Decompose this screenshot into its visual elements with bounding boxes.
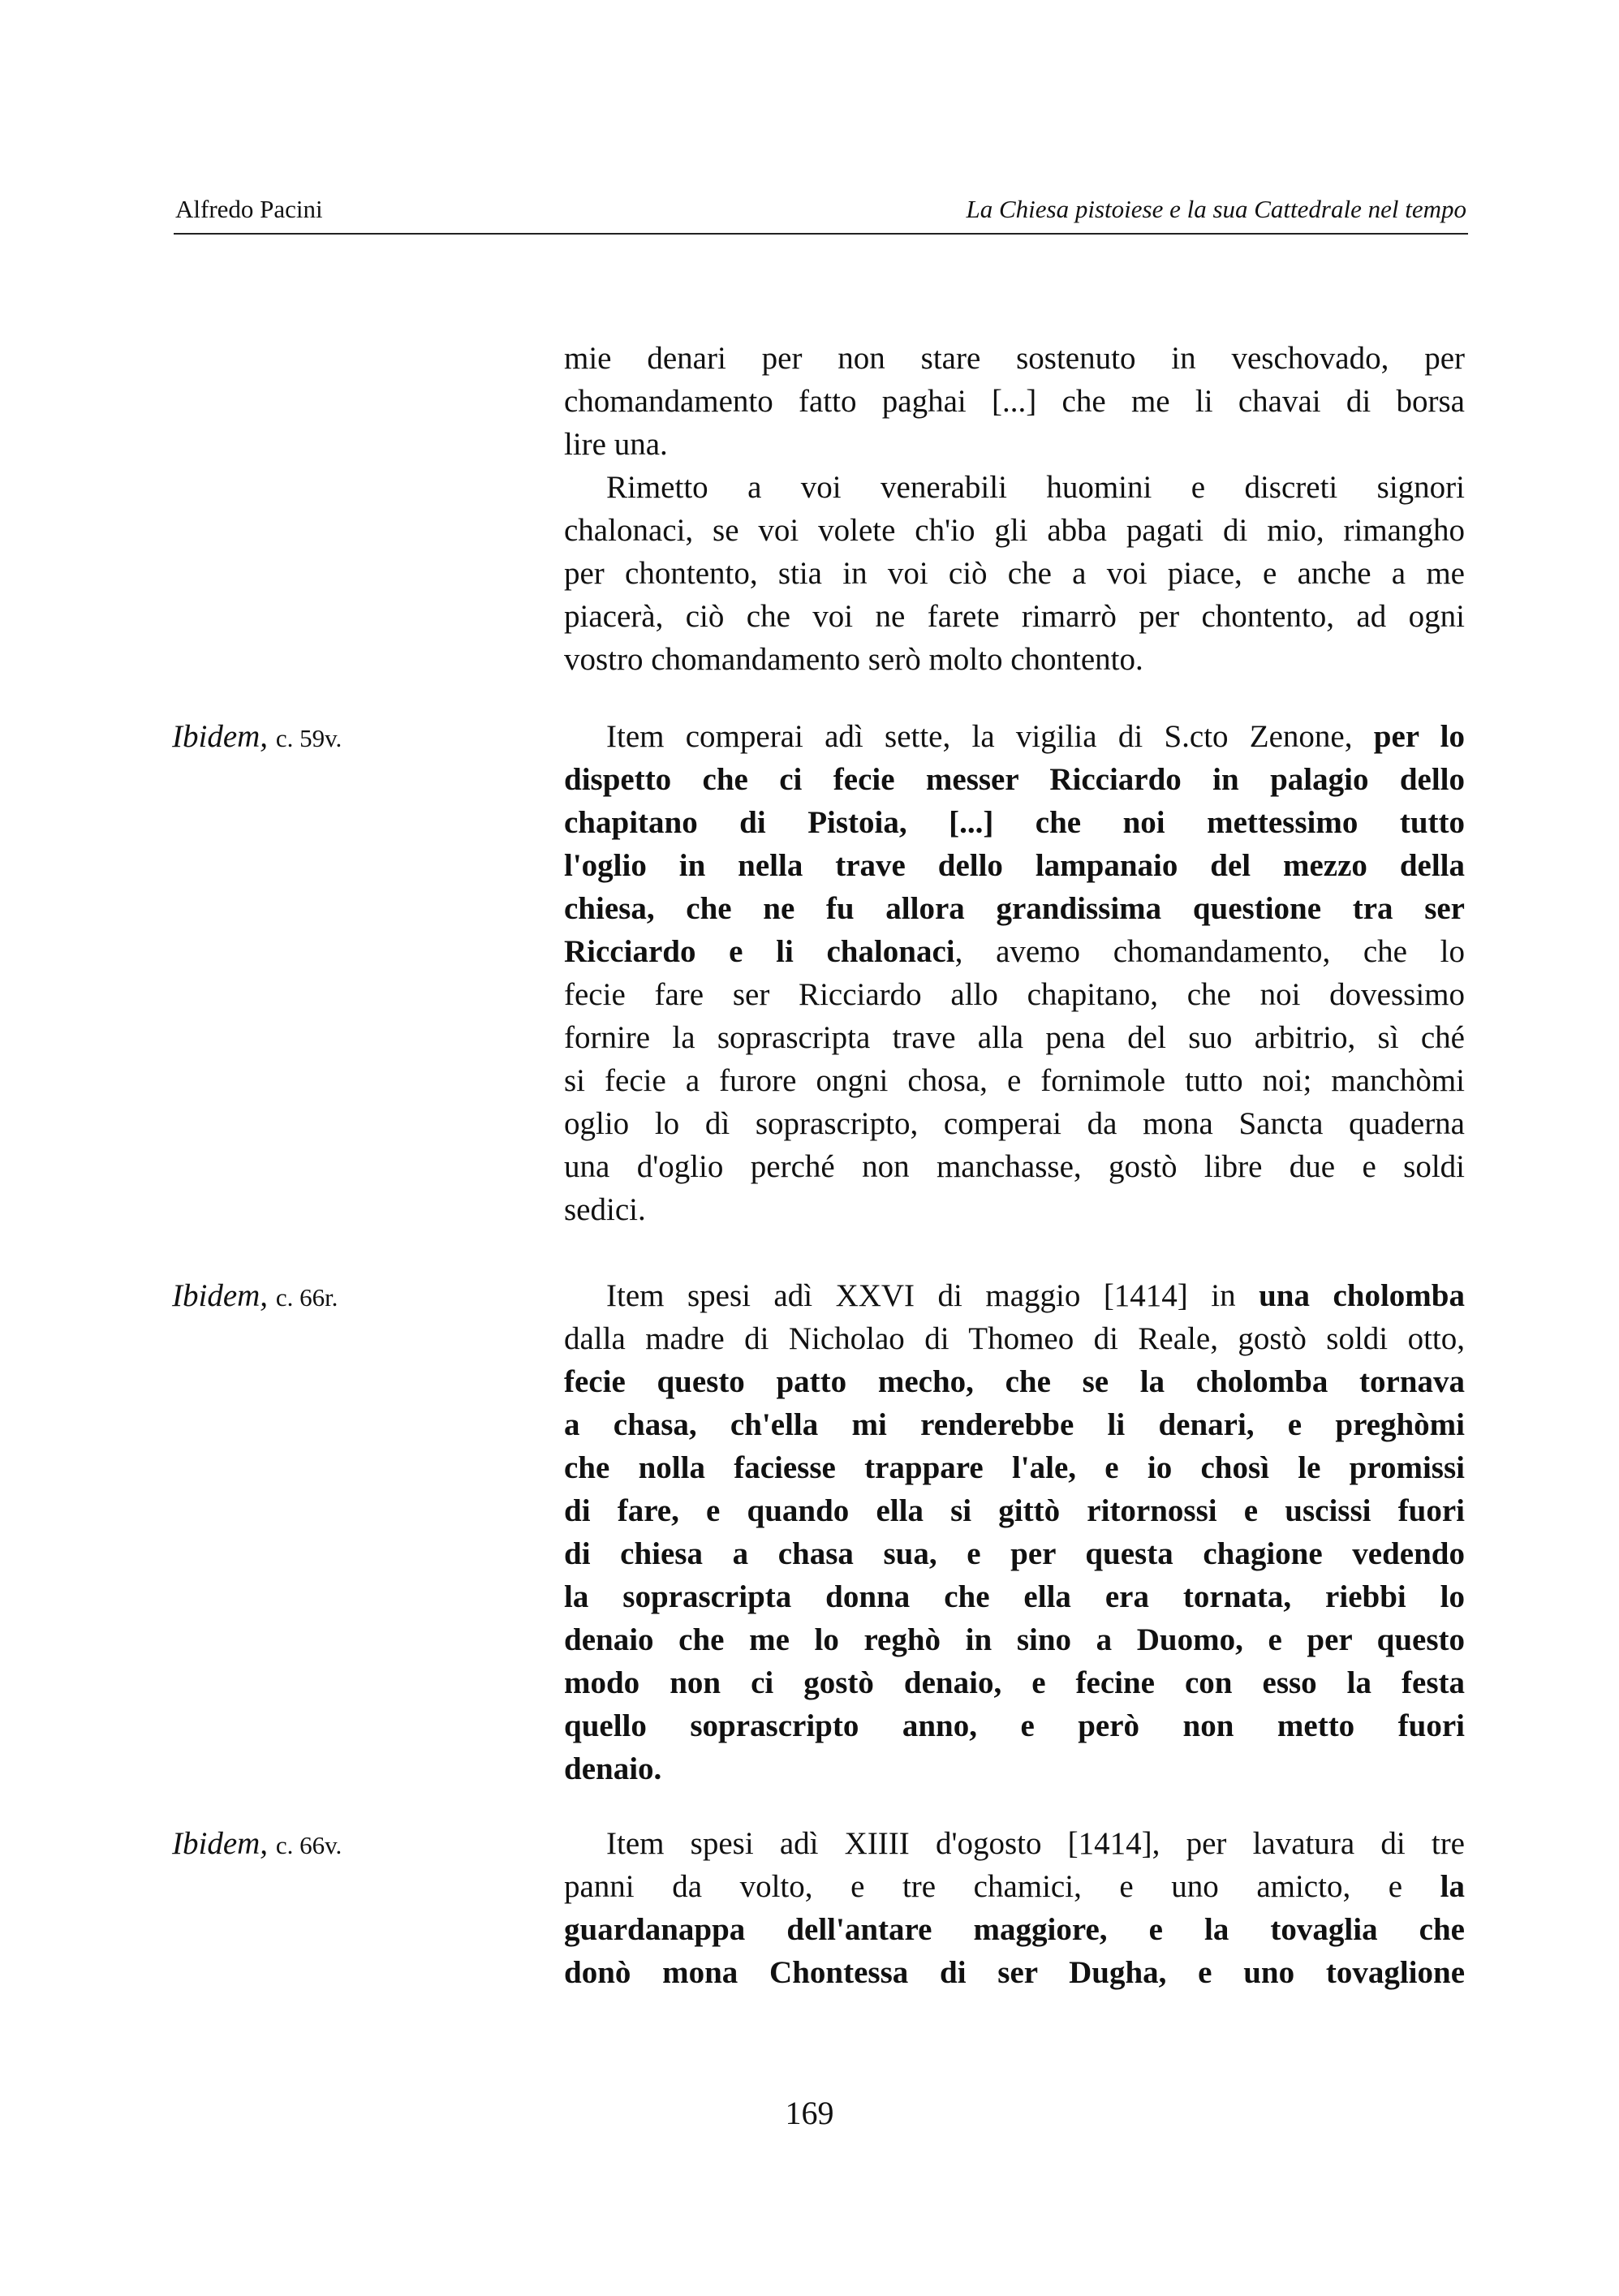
bold-text: a chasa, ch'ella mi renderebbe li denari, e preghòmi [564, 1407, 1465, 1442]
paragraph [564, 337, 1465, 466]
text-line [564, 638, 1465, 681]
text-block [564, 337, 1465, 681]
bold-text: Ricciardo e li chalonaci [564, 934, 955, 969]
text-line [564, 1016, 1465, 1059]
text: vostro chomandamento serò molto chontento. [564, 642, 1143, 677]
text: Item spesi adì XIIII d'ogosto [1414], per lavatura di tre [606, 1826, 1465, 1861]
bold-text: l'oglio in nella trave dello lampanaio del mezzo della [564, 848, 1465, 883]
text-line [564, 1747, 1465, 1790]
text-line [564, 552, 1465, 595]
text-line [564, 1274, 1465, 1317]
reference-source: Ibidem, [172, 1278, 269, 1313]
bold-text: dispetto che ci fecie messer Ricciardo in palagio dello [564, 762, 1465, 797]
bold-text: modo non ci gostò denaio, e fecine con esso la festa [564, 1665, 1465, 1700]
text-line [564, 930, 1465, 973]
text-line [564, 801, 1465, 844]
text: chomandamento fatto paghai [...] che me li chavai di borsa [564, 384, 1465, 419]
text-line [564, 1317, 1465, 1360]
page-number: 169 [785, 2095, 834, 2131]
text-line [564, 1446, 1465, 1489]
text-line [564, 1403, 1465, 1446]
text-line [564, 758, 1465, 801]
margin-reference [172, 1274, 338, 1319]
text-line [564, 1145, 1465, 1188]
bold-text: di chiesa a chasa sua, e per questa chagione vedendo [564, 1536, 1465, 1571]
reference-folio: c. 66r. [275, 1283, 338, 1312]
text-line [564, 1704, 1465, 1747]
text-line [564, 1951, 1465, 1994]
paragraph [564, 466, 1465, 681]
text-line [564, 1532, 1465, 1575]
text-line [564, 337, 1465, 380]
text-line [564, 1908, 1465, 1951]
text-line [564, 1661, 1465, 1704]
bold-text: fecie questo patto mecho, che se la cholomba tornava [564, 1364, 1465, 1399]
bold-text: denaio. [564, 1751, 662, 1786]
reference-source: Ibidem, [172, 1826, 269, 1861]
margin-reference [172, 1822, 342, 1867]
text: per chontento, stia in voi ciò che a voi piace, e anche a me [564, 556, 1465, 591]
running-header-title: La Chiesa pistoiese e la sua Cattedrale nel tempo [966, 195, 1466, 223]
bold-text: una cholomba [1259, 1278, 1465, 1313]
text-line [564, 1489, 1465, 1532]
margin-reference [172, 715, 342, 760]
text-line [564, 466, 1465, 509]
text-line [564, 423, 1465, 466]
text-line [564, 1575, 1465, 1618]
text: , avemo chomandamento, che lo [954, 934, 1465, 969]
text: fecie fare ser Ricciardo allo chapitano, che noi dovessimo [564, 977, 1465, 1012]
text-line [564, 887, 1465, 930]
text-line [564, 1360, 1465, 1403]
text-line [564, 1188, 1465, 1231]
text-line [564, 844, 1465, 887]
text: dalla madre di Nicholao di Thomeo di Reale, gostò soldi otto, [564, 1321, 1465, 1356]
bold-text: chiesa, che ne fu allora grandissima questione tra ser [564, 891, 1465, 926]
reference-folio: c. 66v. [275, 1831, 342, 1859]
bold-text: che nolla faciesse trappare l'ale, e io chosì le promissi [564, 1450, 1465, 1485]
text: Rimetto a voi venerabili huomini e discreti signori [606, 470, 1465, 505]
text: Item spesi adì XXVI di maggio [1414] in [606, 1278, 1259, 1313]
paragraph [564, 715, 1465, 1231]
text-block [564, 1822, 1465, 1994]
reference-source: Ibidem, [172, 719, 269, 754]
text-line [564, 1102, 1465, 1145]
text: lire una. [564, 427, 668, 462]
text: una d'oglio perché non manchasse, gostò libre due e soldi [564, 1149, 1465, 1184]
bold-text: quello soprascripto anno, e però non metto fuori [564, 1708, 1465, 1743]
bold-text: la [1440, 1869, 1465, 1904]
text-line [564, 509, 1465, 552]
bold-text: di fare, e quando ella si gittò ritornossi e uscissi fuori [564, 1493, 1465, 1528]
text-line [564, 595, 1465, 638]
bold-text: la soprascripta donna che ella era tornata, riebbi lo [564, 1579, 1465, 1614]
bold-text: per lo [1373, 719, 1465, 754]
text: mie denari per non stare sostenuto in veschovado, per [564, 341, 1465, 376]
text: panni da volto, e tre chamici, e uno amicto, e [564, 1869, 1440, 1904]
text-block [564, 1274, 1465, 1790]
text: fornire la soprascripta trave alla pena del suo arbitrio, sì ché [564, 1020, 1465, 1055]
text: sedici. [564, 1192, 646, 1227]
text: piacerà, ciò che voi ne farete rimarrò per chontento, ad ogni [564, 599, 1465, 634]
text: Item comperai adì sette, la vigilia di S.cto Zenone, [606, 719, 1374, 754]
bold-text: chapitano di Pistoia, [...] che noi mettessimo tutto [564, 805, 1465, 840]
running-header-author: Alfredo Pacini [175, 195, 323, 223]
reference-folio: c. 59v. [275, 724, 342, 752]
paragraph [564, 1274, 1465, 1790]
text-line [564, 1865, 1465, 1908]
bold-text: denaio che me lo reghò in sino a Duomo, e per questo [564, 1622, 1465, 1657]
header-rule [174, 233, 1468, 235]
text: chalonaci, se voi volete ch'io gli abba pagati di mio, rimangho [564, 513, 1465, 548]
text-line [564, 1618, 1465, 1661]
text-line [564, 973, 1465, 1016]
text-line [564, 380, 1465, 423]
text-block [564, 715, 1465, 1231]
text: oglio lo dì soprascripto, comperai da mona Sancta quaderna [564, 1106, 1465, 1141]
text-line [564, 715, 1465, 758]
text: si fecie a furore ongni chosa, e fornimole tutto noi; manchòmi [564, 1063, 1465, 1098]
text-line [564, 1059, 1465, 1102]
text-line [564, 1822, 1465, 1865]
bold-text: guardanappa dell'antare maggiore, e la tovaglia che [564, 1912, 1465, 1947]
bold-text: donò mona Chontessa di ser Dugha, e uno tovaglione [564, 1955, 1465, 1990]
paragraph [564, 1822, 1465, 1994]
